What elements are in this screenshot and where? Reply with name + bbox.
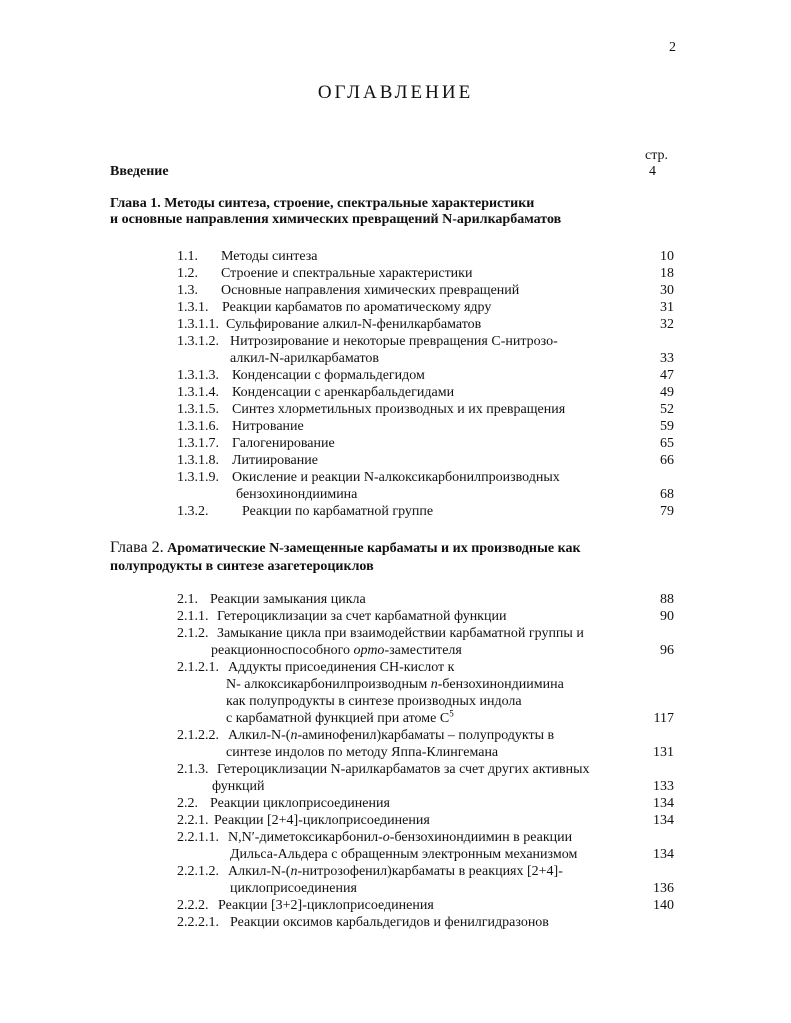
- toc-entry-title: Синтез хлорметильных производных и их превращения: [232, 402, 566, 417]
- toc-entry[interactable]: [0, 453, 791, 470]
- toc-entry[interactable]: [0, 592, 791, 609]
- toc-entry[interactable]: [0, 283, 791, 300]
- toc-entry-continuation[interactable]: [0, 643, 791, 660]
- toc-entry-title: Литиирование: [232, 453, 318, 468]
- superscript: 5: [449, 708, 454, 719]
- toc-entry-number: 2.2.1.: [177, 813, 209, 828]
- toc-entry-number: 1.3.1.7.: [177, 436, 219, 451]
- toc-entry-page: 31: [660, 300, 674, 315]
- text-part: -аминофенил)карбаматы – полупродукты в: [297, 728, 555, 743]
- chapter1-heading: [110, 196, 561, 228]
- toc-entry-number: 1.3.: [177, 283, 198, 298]
- toc-entry-title: [228, 728, 554, 744]
- toc-entry[interactable]: [0, 609, 791, 626]
- toc-entry-title: Нитрование: [232, 419, 304, 434]
- chapter1-heading-line2: и основные направления химических превращений N-арилкарбаматов: [110, 212, 562, 227]
- chapter2-heading: [110, 540, 581, 575]
- toc-entry-continuation[interactable]: [0, 881, 791, 898]
- toc-entry-title: Гетероциклизации за счет карбаматной функции: [217, 609, 507, 624]
- italic-part: орто: [353, 643, 385, 658]
- toc-entry-number: 2.2.1.2.: [177, 864, 219, 879]
- toc-entry-title: Реакции [3+2]-циклоприсоединения: [218, 898, 434, 913]
- toc-entry[interactable]: [0, 660, 791, 677]
- toc-entry[interactable]: [0, 864, 791, 881]
- toc-entry[interactable]: [0, 249, 791, 266]
- toc-entry-continuation[interactable]: [0, 351, 791, 368]
- toc-entry[interactable]: [0, 385, 791, 402]
- toc-entry-page: 10: [660, 249, 674, 264]
- toc-entry-title: бензохинондиимина: [236, 487, 358, 502]
- toc-entry[interactable]: [0, 504, 791, 521]
- text-part: -нитрозофенил)карбаматы в реакциях [2+4]-: [297, 864, 563, 879]
- toc-entry[interactable]: [0, 470, 791, 487]
- toc-entry-title: Нитрозирование и некоторые превращения С-нитрозо-: [230, 334, 558, 349]
- toc-entry-continuation[interactable]: [0, 694, 791, 711]
- toc-entry-number: 1.2.: [177, 266, 198, 281]
- toc-entry-title: Реакции карбаматов по ароматическому ядру: [222, 300, 492, 315]
- chapter2-heading-line1: [110, 540, 581, 557]
- toc-entry-page: 59: [660, 419, 674, 434]
- toc-entry-title: Реакции [2+4]-циклоприсоединения: [214, 813, 430, 828]
- toc-entry-page: 136: [653, 881, 674, 896]
- toc-entry-page: 134: [653, 813, 674, 828]
- toc-entry-page: 133: [653, 779, 674, 794]
- toc-entry-page: 134: [653, 847, 674, 862]
- toc-entry-page: 117: [653, 711, 674, 726]
- toc-entry-page: 33: [660, 351, 674, 366]
- toc-entry[interactable]: [0, 436, 791, 453]
- toc-entry-page: 131: [653, 745, 674, 760]
- toc-entry-number: 1.3.1.8.: [177, 453, 219, 468]
- toc-entry-number: 1.3.1.4.: [177, 385, 219, 400]
- toc-entry-continuation[interactable]: [0, 745, 791, 762]
- toc-entry[interactable]: [0, 334, 791, 351]
- toc-entry-page: 90: [660, 609, 674, 624]
- toc-entry-title: [211, 643, 462, 659]
- text-part: -бензохинондиимин в реакции: [389, 830, 573, 845]
- page-column-label: стр.: [645, 148, 669, 163]
- toc-entry-page: 140: [653, 898, 674, 913]
- toc-entry[interactable]: [0, 915, 791, 932]
- toc-entry-number: 2.1.2.2.: [177, 728, 219, 743]
- toc-entry-continuation[interactable]: [0, 487, 791, 504]
- toc-entry-number: 1.3.2.: [177, 504, 209, 519]
- toc-entry-page: 52: [660, 402, 674, 417]
- toc-entry-title: Аддукты присоединения СН-кислот к: [228, 660, 455, 675]
- toc-entry-number: 1.1.: [177, 249, 198, 264]
- toc-entry-page: 96: [660, 643, 674, 658]
- chapter2-prefix: Глава 2.: [110, 539, 164, 556]
- toc-entry-page: 88: [660, 592, 674, 607]
- toc-entry-title: Строение и спектральные характеристики: [221, 266, 473, 281]
- toc-entry-title: циклоприсоединения: [230, 881, 357, 896]
- toc-entry[interactable]: [0, 898, 791, 915]
- toc-entry-page: 65: [660, 436, 674, 451]
- toc-entry-page: 32: [660, 317, 674, 332]
- text-part: N,N′-диметоксикарбонил-: [228, 830, 383, 845]
- toc-entry-number: 2.1.1.: [177, 609, 209, 624]
- text-part: -бензохинондиимина: [437, 677, 564, 692]
- toc-entry-title: как полупродукты в синтезе производных индола: [226, 694, 522, 709]
- toc-entry-title: Конденсации с аренкарбальдегидами: [232, 385, 455, 400]
- toc-entry[interactable]: [0, 402, 791, 419]
- toc-entry-title: [228, 830, 572, 846]
- text-part: Алкил-N-(: [228, 728, 291, 743]
- toc-entry-page: 68: [660, 487, 674, 502]
- toc-entry-page: 30: [660, 283, 674, 298]
- toc-entry-title: Окисление и реакции N-алкоксикарбонилпроизводных: [232, 470, 560, 485]
- toc-entry-page: 66: [660, 453, 674, 468]
- italic-part: п: [430, 677, 438, 692]
- toc-entry-title: Дильса-Альдера с обращенным электронным механизмом: [230, 847, 578, 862]
- toc-entry-number: 2.1.: [177, 592, 198, 607]
- text-part: Алкил-N-(: [228, 864, 291, 879]
- chapter2-heading-line2: полупродукты в синтезе азагетероциклов: [110, 559, 374, 574]
- toc-entry-title: Реакции замыкания цикла: [210, 592, 366, 607]
- chapter1-heading-line1: Глава 1. Методы синтеза, строение, спектральные характеристики: [110, 196, 535, 211]
- toc-entry-page: 79: [660, 504, 674, 519]
- introduction-label: Введение: [110, 164, 169, 179]
- text-part: реакционноспособного: [211, 643, 350, 658]
- toc-entry[interactable]: [0, 830, 791, 847]
- toc-entry[interactable]: [0, 813, 791, 830]
- toc-entry-title: алкил-N-арилкарбаматов: [230, 351, 380, 366]
- introduction-page: 4: [649, 164, 656, 179]
- toc-entry[interactable]: [0, 317, 791, 334]
- toc-entry-page: 49: [660, 385, 674, 400]
- text-part: N- алкоксикарбонилпроизводным: [226, 677, 428, 692]
- toc-entry-number: 2.2.1.1.: [177, 830, 219, 845]
- toc-entry-title: Гетероциклизации N-арилкарбаматов за счет других активных: [217, 762, 590, 777]
- toc-entry-number: 1.3.1.2.: [177, 334, 219, 349]
- italic-part: п: [290, 728, 298, 743]
- toc-entry-page: 47: [660, 368, 674, 383]
- text-part: с карбаматной функцией при атоме С: [226, 711, 450, 726]
- italic-part: п: [290, 864, 298, 879]
- toc-entry-title: функций: [212, 779, 265, 794]
- toc-entry-number: 1.3.1.1.: [177, 317, 219, 332]
- toc-entry-title: [228, 864, 563, 880]
- toc-entry-title: Галогенирование: [232, 436, 335, 451]
- toc-entry[interactable]: [0, 300, 791, 317]
- toc-entry-title: Конденсации с формальдегидом: [232, 368, 425, 383]
- text-part: -заместителя: [384, 643, 462, 658]
- toc-entry[interactable]: [0, 728, 791, 745]
- italic-part: о: [382, 830, 390, 845]
- toc-entry[interactable]: [0, 266, 791, 283]
- toc-entry[interactable]: [0, 419, 791, 436]
- toc-entry-title: Сульфирование алкил-N-фенилкарбаматов: [226, 317, 482, 332]
- toc-entry[interactable]: [0, 796, 791, 813]
- toc-entry-number: 1.3.1.: [177, 300, 209, 315]
- toc-entry-title: [226, 708, 454, 727]
- toc-entry-number: 1.3.1.5.: [177, 402, 219, 417]
- toc-entry-number: 2.1.3.: [177, 762, 209, 777]
- toc-entry-continuation[interactable]: [0, 779, 791, 796]
- toc-entry-title: [226, 677, 564, 693]
- toc-entry-title: Основные направления химических превращений: [221, 283, 520, 298]
- toc-entry-continuation[interactable]: [0, 847, 791, 864]
- toc-entry-number: 1.3.1.3.: [177, 368, 219, 383]
- toc-entry-title: Реакции циклоприсоединения: [210, 796, 390, 811]
- toc-entry-continuation[interactable]: [0, 677, 791, 694]
- toc-entry[interactable]: [0, 762, 791, 779]
- page-title: ОГЛАВЛЕНИЕ: [317, 82, 474, 103]
- toc-entry[interactable]: [0, 368, 791, 385]
- toc-entry-title: синтезе индолов по методу Яппа-Клингемана: [226, 745, 499, 760]
- toc-entry[interactable]: [0, 626, 791, 643]
- toc-entry-title: Методы синтеза: [221, 249, 318, 264]
- toc-entry-page: 134: [653, 796, 674, 811]
- toc-entry-number: 2.2.2.1.: [177, 915, 219, 930]
- toc-entry-page: 18: [660, 266, 674, 281]
- toc-entry-number: 1.3.1.6.: [177, 419, 219, 434]
- toc-entry-continuation[interactable]: [0, 708, 791, 728]
- toc-entry-number: 1.3.1.9.: [177, 470, 219, 485]
- toc-entry-title: Замыкание цикла при взаимодействии карбаматной группы и: [217, 626, 584, 641]
- toc-entry-number: 2.2.2.: [177, 898, 209, 913]
- toc-entry-number: 2.2.: [177, 796, 198, 811]
- toc-entry-title: Реакции оксимов карбальдегидов и фенилгидразонов: [230, 915, 549, 930]
- toc-entry-number: 2.1.2.1.: [177, 660, 219, 675]
- toc-entry-number: 2.1.2.: [177, 626, 209, 641]
- page-number: 2: [669, 40, 676, 55]
- chapter2-title-line1: Ароматические N-замещенные карбаматы и их производные как: [167, 541, 581, 556]
- toc-entry-title: Реакции по карбаматной группе: [242, 504, 434, 519]
